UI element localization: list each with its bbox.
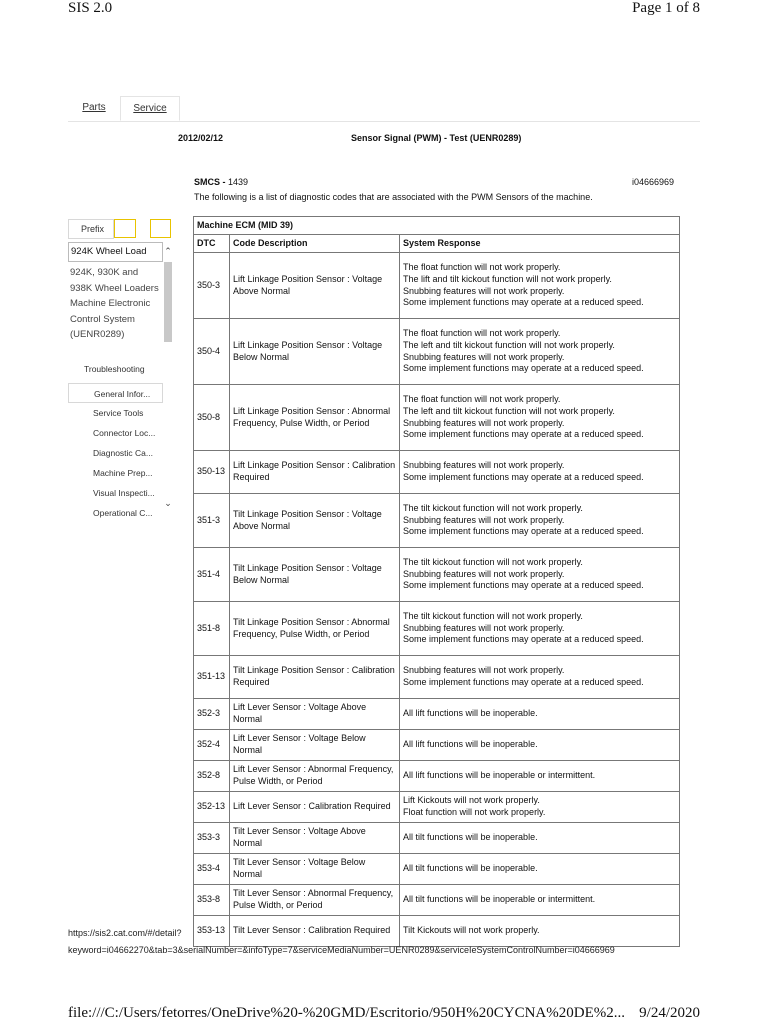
- prefix-input[interactable]: [114, 219, 136, 238]
- prefix-label: Prefix: [68, 219, 114, 239]
- table-row: [194, 761, 680, 792]
- table-row: [194, 494, 680, 548]
- table-row: [194, 885, 680, 916]
- document-intro: The following is a list of diagnostic codes that are associated with the PWM Sensors of the machine.: [194, 192, 593, 202]
- code-description-cell: Lift Lever Sensor : Abnormal Frequency, Pulse Width, or Period: [230, 761, 400, 792]
- tab-bar: [68, 96, 700, 122]
- system-response-cell: All lift functions will be inoperable or intermittent.: [400, 761, 680, 792]
- chevron-down-icon[interactable]: ⌄: [164, 498, 172, 508]
- code-description-cell: Tilt Lever Sensor : Voltage Above Normal: [230, 823, 400, 854]
- system-response-cell: The tilt kickout function will not work properly. Snubbing features will not work properly. Some implement functions may operate at a reduced speed.: [400, 494, 680, 548]
- system-response-cell: Snubbing features will not work properly. Some implement functions may operate at a reduced speed.: [400, 656, 680, 699]
- system-response-cell: All tilt functions will be inoperable.: [400, 823, 680, 854]
- nav-list: [68, 383, 163, 523]
- system-response-cell: The float function will not work properly. The lift and tilt kickout function will not work properly. Snubbing features will not work properly. Some implement functions may operate at a reduced speed.: [400, 253, 680, 319]
- dtc-cell: 350-13: [194, 451, 230, 494]
- model-select-value: 924K Wheel Load: [71, 246, 147, 257]
- tab-parts[interactable]: Parts: [82, 102, 106, 113]
- system-response-cell: All lift functions will be inoperable.: [400, 730, 680, 761]
- scrollbar-thumb[interactable]: [164, 262, 172, 342]
- column-header-dtc: DTC: [194, 235, 230, 253]
- dtc-cell: 350-3: [194, 253, 230, 319]
- system-response-cell: The tilt kickout function will not work properly. Snubbing features will not work properly. Some implement functions may operate at a reduced speed.: [400, 602, 680, 656]
- system-response-cell: The float function will not work properly. The left and tilt kickout function will not work properly. Snubbing features will not work properly. Some implement functions may operate at a reduced speed.: [400, 385, 680, 451]
- page-url: [68, 925, 615, 959]
- code-description-cell: Lift Linkage Position Sensor : Abnormal Frequency, Pulse Width, or Period: [230, 385, 400, 451]
- diagnostic-codes-table: [193, 216, 680, 947]
- table-row: [194, 730, 680, 761]
- print-footer-date: 9/24/2020: [639, 1005, 700, 1021]
- nav-item-machine-preparation[interactable]: Machine Prep...: [93, 468, 153, 478]
- code-description-cell: Tilt Lever Sensor : Calibration Required: [230, 916, 400, 947]
- system-response-cell: Snubbing features will not work properly. Some implement functions may operate at a reduced speed.: [400, 451, 680, 494]
- dtc-cell: 351-8: [194, 602, 230, 656]
- print-header-page-number: Page 1 of 8: [632, 0, 700, 16]
- code-description-cell: Lift Lever Sensor : Voltage Below Normal: [230, 730, 400, 761]
- code-description-cell: Tilt Linkage Position Sensor : Abnormal Frequency, Pulse Width, or Period: [230, 602, 400, 656]
- table-row: [194, 854, 680, 885]
- dtc-cell: 351-3: [194, 494, 230, 548]
- document-date: 2012/02/12: [178, 133, 224, 143]
- dtc-cell: 353-8: [194, 885, 230, 916]
- system-response-cell: All lift functions will be inoperable.: [400, 699, 680, 730]
- dtc-cell: 353-4: [194, 854, 230, 885]
- table-row: [194, 253, 680, 319]
- dtc-cell: 353-3: [194, 823, 230, 854]
- table-row: [194, 548, 680, 602]
- smcs-code: [194, 177, 248, 187]
- code-description-cell: Tilt Linkage Position Sensor : Voltage Below Normal: [230, 548, 400, 602]
- nav-item-general-information[interactable]: General Infor...: [68, 383, 163, 403]
- table-row: [194, 792, 680, 823]
- dtc-cell: 352-13: [194, 792, 230, 823]
- code-description-cell: Tilt Lever Sensor : Abnormal Frequency, Pulse Width, or Period: [230, 885, 400, 916]
- prefix-search-button[interactable]: [150, 219, 171, 238]
- dtc-cell: 351-4: [194, 548, 230, 602]
- code-description-cell: Lift Linkage Position Sensor : Voltage Below Normal: [230, 319, 400, 385]
- nav-item-operational-checks[interactable]: Operational C...: [93, 508, 153, 518]
- model-description: 924K, 930K and 938K Wheel Loaders Machine Electronic Control System (UENR0289): [70, 267, 159, 340]
- column-header-code-description: Code Description: [230, 235, 400, 253]
- system-response-cell: The float function will not work properly. The left and tilt kickout function will not work properly. Snubbing features will not work properly. Some implement functions may operate at a reduced speed.: [400, 319, 680, 385]
- table-row: [194, 319, 680, 385]
- table-caption: Machine ECM (MID 39): [194, 217, 680, 235]
- system-response-cell: All tilt functions will be inoperable.: [400, 854, 680, 885]
- nav-item-connector-locations[interactable]: Connector Loc...: [93, 428, 156, 438]
- system-response-cell: Tilt Kickouts will not work properly.: [400, 916, 680, 947]
- page-url-line-1: https://sis2.cat.com/#/detail?: [68, 928, 182, 938]
- code-description-cell: Tilt Linkage Position Sensor : Voltage Above Normal: [230, 494, 400, 548]
- code-description-cell: Tilt Lever Sensor : Voltage Below Normal: [230, 854, 400, 885]
- chevron-up-icon[interactable]: ⌃: [164, 246, 172, 256]
- dtc-cell: 350-8: [194, 385, 230, 451]
- table-row: [194, 385, 680, 451]
- dtc-cell: 352-3: [194, 699, 230, 730]
- code-description-cell: Lift Lever Sensor : Voltage Above Normal: [230, 699, 400, 730]
- dtc-cell: 352-4: [194, 730, 230, 761]
- table-row: [194, 656, 680, 699]
- column-header-system-response: System Response: [400, 235, 680, 253]
- document-title: Sensor Signal (PWM) - Test (UENR0289): [351, 133, 522, 143]
- code-description-cell: Lift Linkage Position Sensor : Calibration Required: [230, 451, 400, 494]
- page-url-line-2: keyword=i04662270&tab=3&serialNumber=&infoType=7&serviceMediaNumber=UENR0289&serviceIeSystemControlNumber=i04666969: [68, 945, 615, 955]
- code-description-cell: Lift Lever Sensor : Calibration Required: [230, 792, 400, 823]
- nav-item-diagnostic-capabilities[interactable]: Diagnostic Ca...: [93, 448, 153, 458]
- system-response-cell: The tilt kickout function will not work properly. Snubbing features will not work properly. Some implement functions may operate at a reduced speed.: [400, 548, 680, 602]
- system-response-cell: All tilt functions will be inoperable or intermittent.: [400, 885, 680, 916]
- code-description-cell: Lift Linkage Position Sensor : Voltage Above Normal: [230, 253, 400, 319]
- nav-item-visual-inspection[interactable]: Visual Inspecti...: [93, 488, 155, 498]
- print-header-app: SIS 2.0: [68, 0, 113, 16]
- code-description-cell: Tilt Linkage Position Sensor : Calibration Required: [230, 656, 400, 699]
- tab-service[interactable]: Service: [120, 96, 180, 121]
- dtc-cell: 351-13: [194, 656, 230, 699]
- table-row: [194, 451, 680, 494]
- print-footer-path: file:///C:/Users/fetorres/OneDrive%20-%20GMD/Escritorio/950H%20CYCNA%20DE%2...: [68, 1005, 625, 1021]
- dtc-cell: 350-4: [194, 319, 230, 385]
- system-response-cell: Lift Kickouts will not work properly. Float function will not work properly.: [400, 792, 680, 823]
- table-row: [194, 823, 680, 854]
- table-row: [194, 602, 680, 656]
- dtc-cell: 353-13: [194, 916, 230, 947]
- smcs-value: 1439: [228, 177, 249, 187]
- nav-item-service-tools[interactable]: Service Tools: [93, 408, 144, 418]
- dtc-cell: 352-8: [194, 761, 230, 792]
- table-row: [194, 699, 680, 730]
- section-troubleshooting[interactable]: Troubleshooting: [84, 364, 145, 374]
- document-id: i04666969: [632, 177, 675, 187]
- smcs-label: SMCS -: [194, 177, 226, 187]
- model-select[interactable]: [68, 242, 163, 262]
